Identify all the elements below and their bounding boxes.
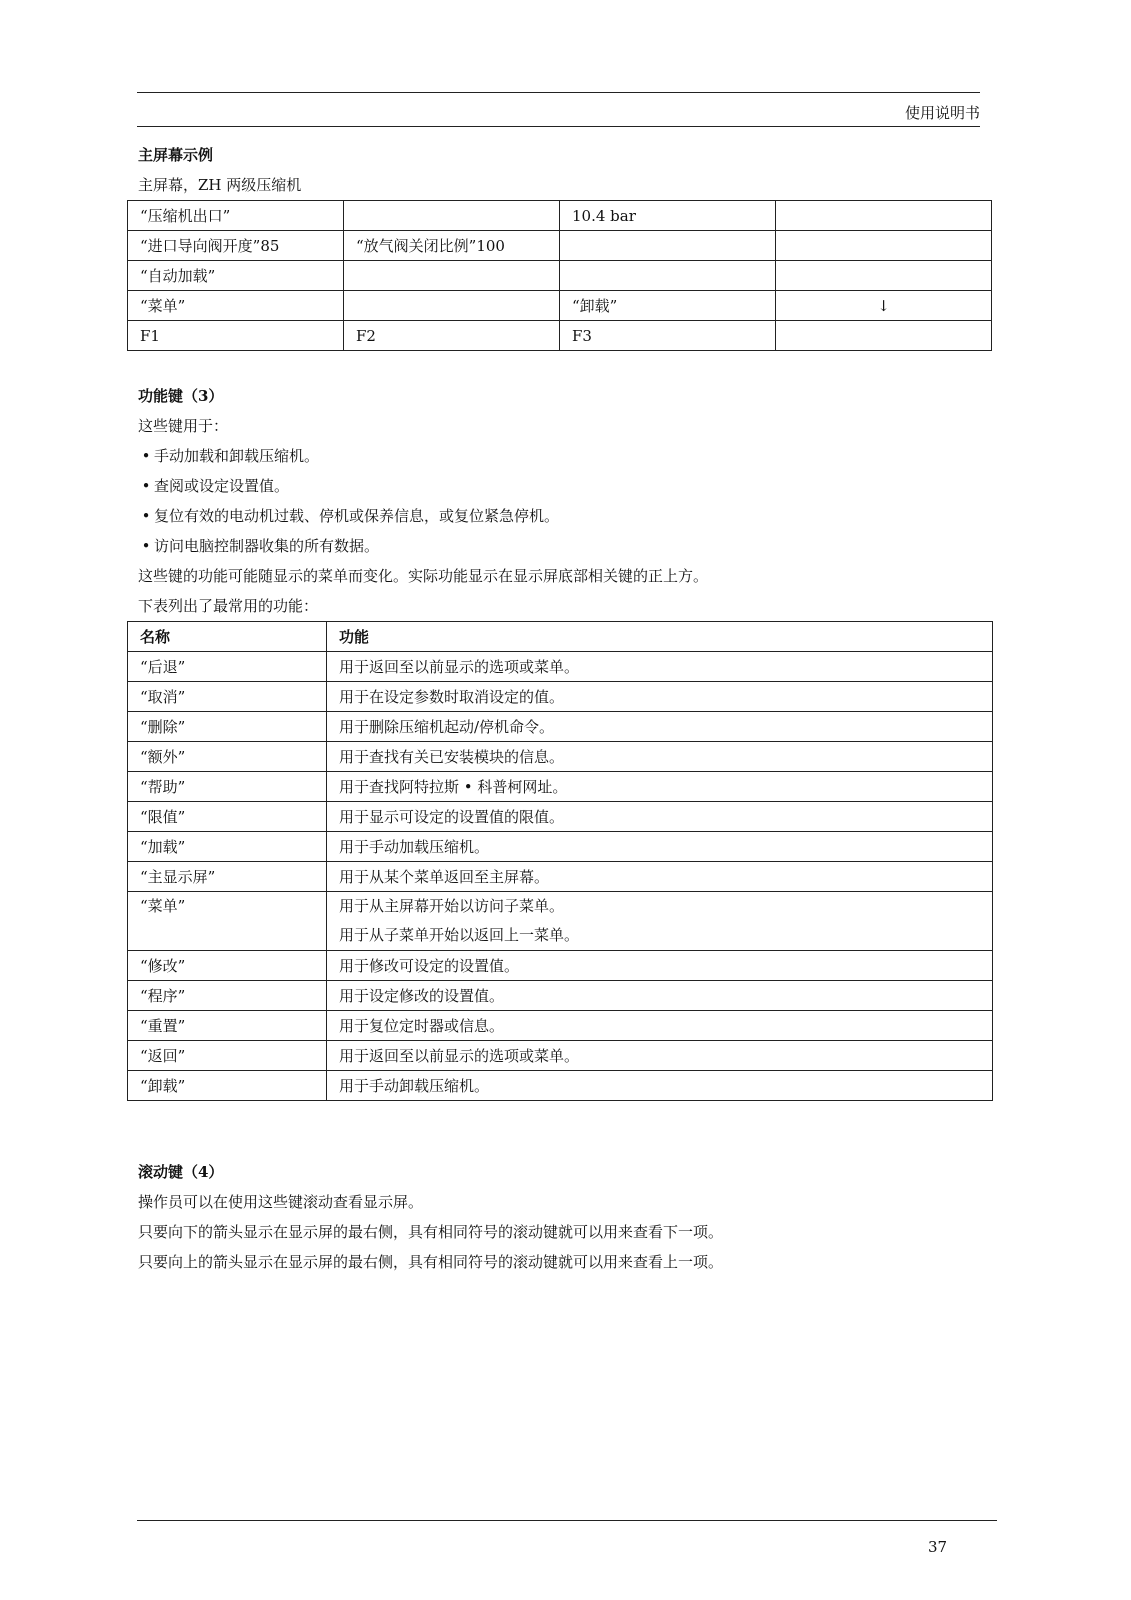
table-row <box>128 291 992 321</box>
table-row <box>128 862 993 892</box>
function-keys-intro: 这些键用于： <box>138 417 229 435</box>
table-row <box>128 712 993 742</box>
scroll-keys-line: 操作员可以在使用这些键滚动查看显示屏。 <box>138 1193 424 1211</box>
table-cell <box>776 321 992 351</box>
key-name: “额外” <box>128 742 327 772</box>
key-function: 用于显示可设定的设置值的限值。 <box>327 802 993 832</box>
key-function-line: 用于从子菜单开始以返回上一菜单。 <box>339 926 580 944</box>
bullet-item: • 访问电脑控制器收集的所有数据。 <box>138 531 998 561</box>
function-keys-table-intro: 下表列出了最常用的功能： <box>138 597 319 615</box>
arrow-down-icon: ↓ <box>776 291 992 321</box>
key-name: “加载” <box>128 832 327 862</box>
scroll-keys-heading: 滚动键（4） <box>138 1163 224 1181</box>
table-cell <box>776 261 992 291</box>
spacer <box>138 1101 998 1157</box>
function-keys-paragraph: 这些键的功能可能随显示的菜单而变化。实际功能显示在显示屏底部相关键的正上方。 <box>138 567 709 585</box>
table-row <box>128 892 993 951</box>
table-cell: “进口导向阀开度”85 <box>128 231 344 261</box>
key-function: 用于在设定参数时取消设定的值。 <box>327 682 993 712</box>
table-row <box>128 231 992 261</box>
key-function: 用于手动加载压缩机。 <box>327 832 993 862</box>
table-cell <box>560 261 776 291</box>
table-header-row <box>128 622 993 652</box>
page-number: 37 <box>928 1538 948 1556</box>
bullet-item: • 查阅或设定设置值。 <box>138 471 998 501</box>
key-name: “后退” <box>128 652 327 682</box>
key-function: 用于设定修改的设置值。 <box>327 981 993 1011</box>
table-cell: 10.4 bar <box>560 201 776 231</box>
table-cell: F2 <box>344 321 560 351</box>
main-screen-heading: 主屏幕示例 <box>138 146 214 164</box>
scroll-keys-line: 只要向下的箭头显示在显示屏的最右侧，具有相同符号的滚动键就可以用来查看下一项。 <box>138 1223 724 1241</box>
key-function: 用于返回至以前显示的选项或菜单。 <box>327 652 993 682</box>
table-row <box>128 1011 993 1041</box>
header-rule-top <box>137 92 980 93</box>
table-cell: “菜单” <box>128 291 344 321</box>
key-name: “重置” <box>128 1011 327 1041</box>
table-cell: F1 <box>128 321 344 351</box>
table-row <box>128 682 993 712</box>
scroll-keys-line: 只要向上的箭头显示在显示屏的最右侧，具有相同符号的滚动键就可以用来查看上一项。 <box>138 1253 724 1271</box>
function-keys-table <box>127 621 993 1101</box>
key-function-line: 用于从主屏幕开始以访问子菜单。 <box>339 897 565 915</box>
key-name: “帮助” <box>128 772 327 802</box>
key-name: “取消” <box>128 682 327 712</box>
main-screen-caption: 主屏幕，ZH 两级压缩机 <box>138 176 302 194</box>
table-row <box>128 1041 993 1071</box>
key-function: 用于从某个菜单返回至主屏幕。 <box>327 862 993 892</box>
table-row <box>128 261 992 291</box>
table-row <box>128 1071 993 1101</box>
footer-rule <box>137 1520 997 1521</box>
column-header-name: 名称 <box>128 622 327 652</box>
bullet-item: • 复位有效的电动机过载、停机或保养信息，或复位紧急停机。 <box>138 501 998 531</box>
key-function: 用于返回至以前显示的选项或菜单。 <box>327 1041 993 1071</box>
table-cell: F3 <box>560 321 776 351</box>
table-cell <box>344 201 560 231</box>
table-row <box>128 981 993 1011</box>
key-name: “菜单” <box>128 892 327 951</box>
key-name: “修改” <box>128 951 327 981</box>
table-cell <box>344 291 560 321</box>
table-cell <box>344 261 560 291</box>
table-row <box>128 742 993 772</box>
page-content <box>138 140 998 1277</box>
header-rule-bottom <box>137 126 980 127</box>
table-cell <box>776 201 992 231</box>
table-cell: “放气阀关闭比例”100 <box>344 231 560 261</box>
key-name: “卸载” <box>128 1071 327 1101</box>
key-function: 用于复位定时器或信息。 <box>327 1011 993 1041</box>
key-name: “返回” <box>128 1041 327 1071</box>
key-function: 用于删除压缩机起动/停机命令。 <box>327 712 993 742</box>
table-row <box>128 802 993 832</box>
table-cell: “卸载” <box>560 291 776 321</box>
key-function: 用于修改可设定的设置值。 <box>327 951 993 981</box>
column-header-function: 功能 <box>327 622 993 652</box>
key-name: “主显示屏” <box>128 862 327 892</box>
table-row <box>128 201 992 231</box>
table-row <box>128 832 993 862</box>
table-cell: “压缩机出口” <box>128 201 344 231</box>
key-function: 用于查找有关已安装模块的信息。 <box>327 742 993 772</box>
table-cell: “自动加载” <box>128 261 344 291</box>
header-title: 使用说明书 <box>904 104 980 122</box>
key-function <box>327 892 993 951</box>
key-name: “删除” <box>128 712 327 742</box>
table-row <box>128 951 993 981</box>
function-keys-heading: 功能键（3） <box>138 387 224 405</box>
key-name: “程序” <box>128 981 327 1011</box>
table-cell <box>560 231 776 261</box>
table-row <box>128 652 993 682</box>
bullet-item: • 手动加载和卸载压缩机。 <box>138 441 998 471</box>
table-row <box>128 772 993 802</box>
main-screen-table <box>127 200 992 351</box>
key-function: 用于查找阿特拉斯 • 科普柯网址。 <box>327 772 993 802</box>
key-function: 用于手动卸载压缩机。 <box>327 1071 993 1101</box>
table-cell <box>776 231 992 261</box>
spacer <box>138 351 998 381</box>
table-row <box>128 321 992 351</box>
key-name: “限值” <box>128 802 327 832</box>
